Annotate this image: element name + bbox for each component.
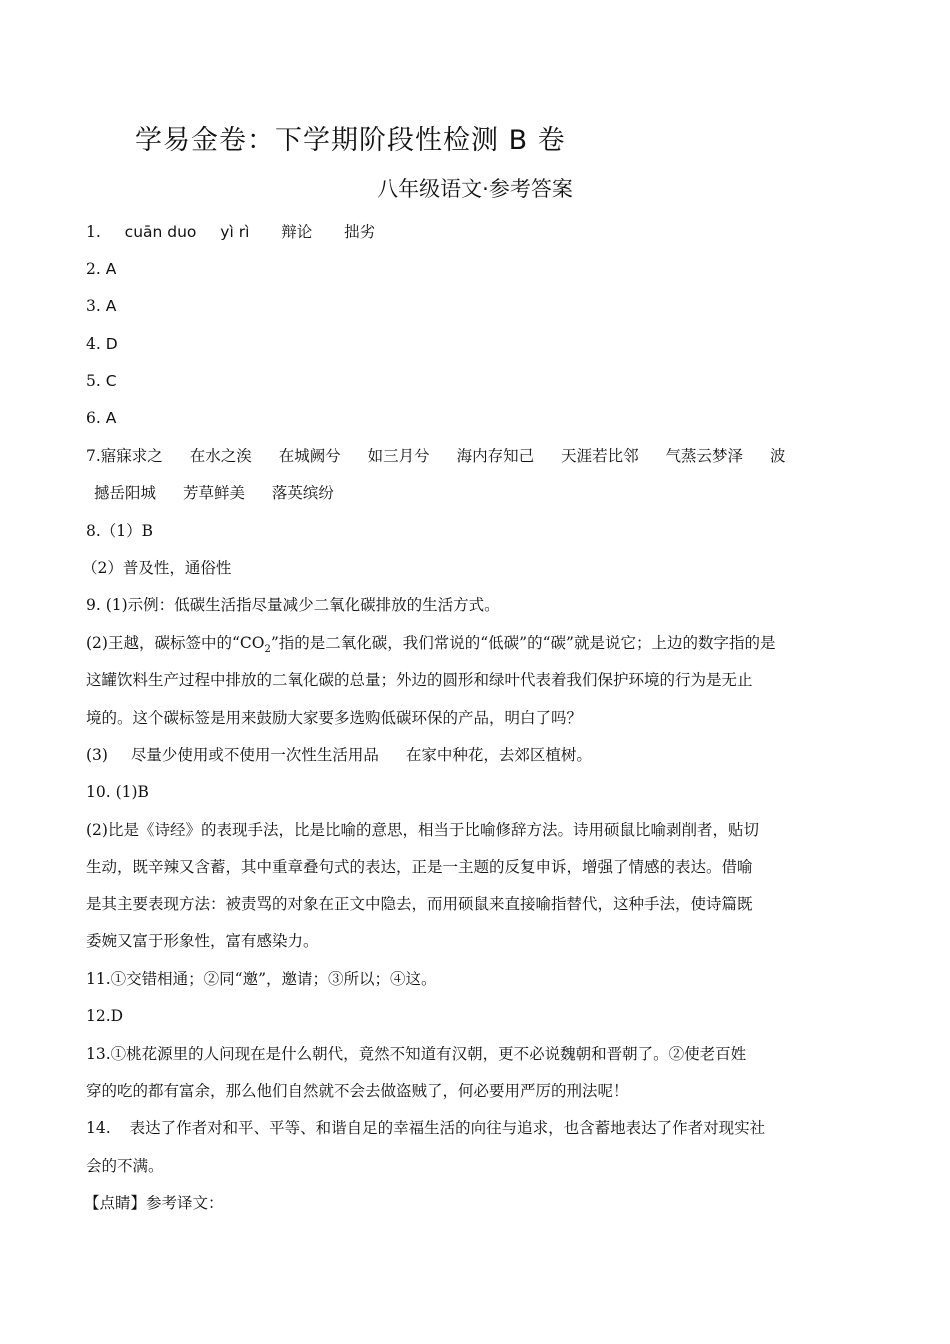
answer-8-line-2: （2）普及性，通俗性 <box>82 559 232 577</box>
answer-2-number: 2. <box>86 260 101 278</box>
answer-9-line-2 <box>86 633 775 660</box>
answer-9-line-4: 境的。这个碳标签是用来鼓励大家要多选购低碳环保的产品，明白了吗？ <box>86 709 583 727</box>
answer-9-text: ”指的是二氧化碳，我们常说的“低碳”的“碳”就是说它；上边的数字指的是 <box>270 634 776 652</box>
answer-13-line-1: 13.①桃花源里的人问现在是什么朝代，竟然不知道有汉朝，更不必说魏朝和晋朝了。②使老百姓 <box>86 1045 747 1063</box>
answer-10-line-2: (2)比是《诗经》的表现手法，比是比喻的意思，相当于比喻修辞方法。诗用硕鼠比喻剥削者，贴切 <box>86 821 759 839</box>
answer-10-line-3: 生动，既辛辣又含蓄，其中重章叠句式的表达，正是一主题的反复申诉，增强了情感的表达。借喻 <box>86 858 753 876</box>
answer-14-text: 表达了作者对和平、平等、和谐自足的幸福生活的向往与追求，也含蓄地表达了作者对现实社 <box>129 1119 766 1137</box>
answer-9-part-3-label: (3) <box>86 746 108 764</box>
answer-8-line-1: 8.（1）B <box>86 522 154 540</box>
page-title: 学易金卷：下学期阶段性检测 B 卷 <box>135 125 566 156</box>
answer-10-line-1: 10. (1)B <box>86 783 149 801</box>
answer-7-item: 落英缤纷 <box>271 484 334 502</box>
answer-4-number: 4. <box>86 335 101 353</box>
answer-1 <box>86 222 375 242</box>
note-heading: 【点睛】参考译文： <box>84 1194 224 1212</box>
answer-3-number: 3. <box>86 297 101 315</box>
answer-6 <box>86 408 116 428</box>
answer-9-part-3-item: 尽量少使用或不使用一次性生活用品 <box>130 746 379 764</box>
answer-7-item: 海内存知己 <box>456 447 535 465</box>
answer-7-number: 7. <box>86 447 101 465</box>
answer-14-line-1 <box>86 1118 765 1138</box>
answer-4-choice: D <box>105 335 118 353</box>
answer-7-item: 寤寐求之 <box>100 447 163 465</box>
answer-7-item: 芳草鲜美 <box>182 484 245 502</box>
answer-12: 12.D <box>86 1007 124 1025</box>
answer-7-line-2 <box>94 483 334 503</box>
answer-7-item: 在城阙兮 <box>278 447 341 465</box>
answer-1-pinyin-1: cuān duo <box>124 223 197 241</box>
answer-14-number: 14. <box>86 1119 111 1137</box>
answer-9-text: (2)王越，碳标签中的“CO <box>86 634 265 652</box>
answer-9-part-3-item: 在家中种花，去郊区植树。 <box>405 746 592 764</box>
answer-7-item: 撼岳阳城 <box>94 484 157 502</box>
answer-5 <box>86 371 117 391</box>
answer-6-number: 6. <box>86 409 101 427</box>
answer-9-line-5 <box>86 745 592 765</box>
answer-6-choice: A <box>105 409 117 427</box>
answer-7-line-1 <box>86 446 785 466</box>
answer-7-item: 天涯若比邻 <box>561 447 639 465</box>
answer-13-line-2: 穿的吃的都有富余，那么他们自然就不会去做盗贼了，何必要用严厉的刑法呢！ <box>86 1082 629 1100</box>
answer-7-item: 如三月兮 <box>367 447 430 465</box>
page-subtitle: 八年级语文·参考答案 <box>377 177 573 201</box>
answer-5-number: 5. <box>86 372 101 390</box>
answer-9-line-1: 9. (1)示例：低碳生活指尽量减少二氧化碳排放的生活方式。 <box>86 596 500 614</box>
answer-1-word-1: 辩论 <box>281 223 313 241</box>
answer-2-choice: A <box>105 260 117 278</box>
answer-4 <box>86 334 118 354</box>
answer-10-line-5: 委婉又富于形象性，富有感染力。 <box>86 932 319 950</box>
answer-5-choice: C <box>105 372 117 390</box>
answer-11: 11.①交错相通；②同“邀”，邀请；③所以；④这。 <box>86 970 437 988</box>
answer-3-choice: A <box>105 297 117 315</box>
answer-7-item: 波 <box>769 447 786 465</box>
answer-7-item: 在水之涘 <box>189 447 252 465</box>
subscript-2: 2 <box>264 644 271 656</box>
answer-2 <box>86 259 116 279</box>
answer-7-item: 气蒸云梦泽 <box>665 447 744 465</box>
answer-9-line-3: 这罐饮料生产过程中排放的二氧化碳的总量；外边的圆形和绿叶代表着我们保护环境的行为是无止 <box>86 671 753 689</box>
answer-1-word-2: 拙劣 <box>344 223 376 241</box>
answer-1-pinyin-2: yì rì <box>220 223 250 241</box>
answer-14-line-2: 会的不满。 <box>86 1157 164 1175</box>
answer-3 <box>86 296 116 316</box>
answer-10-line-4: 是其主要表现方法：被责骂的对象在正文中隐去，而用硕鼠来直接喻指替代，这种手法，使诗篇既 <box>86 895 753 913</box>
answer-1-number: 1. <box>86 223 101 241</box>
